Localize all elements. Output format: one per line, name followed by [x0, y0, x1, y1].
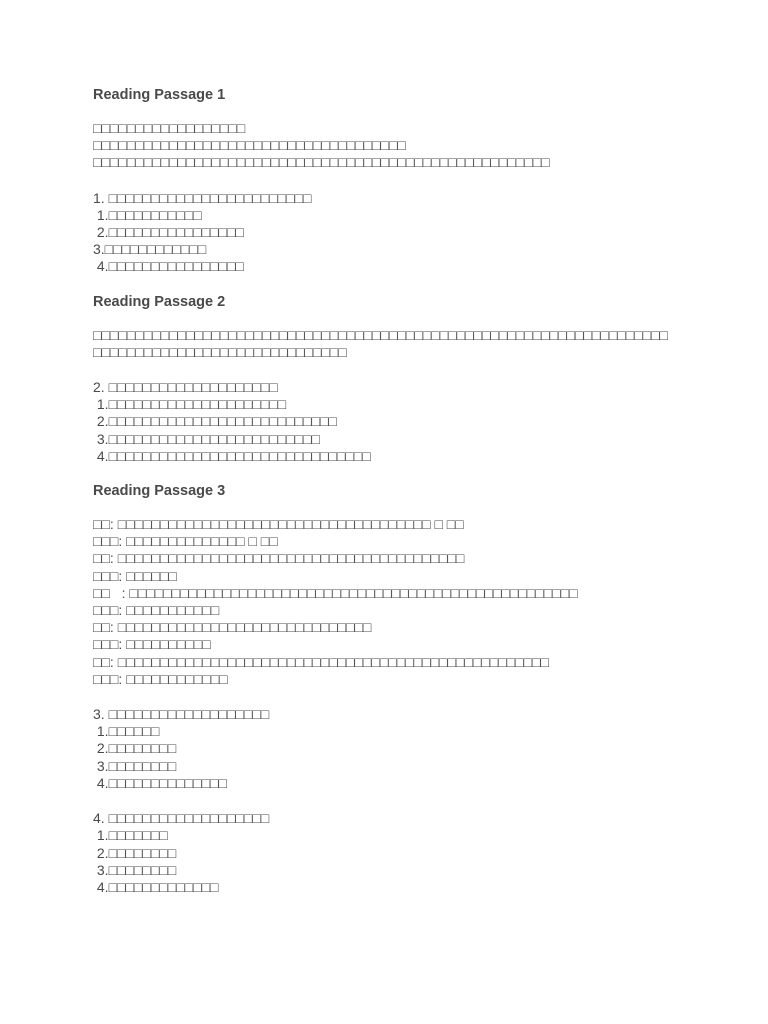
question-3-stem: 3. □□□□□□□□□□□□□□□□□□□	[93, 706, 270, 723]
question-3-option: 1.□□□□□□	[93, 723, 160, 740]
passage-1-line: □□□□□□□□□□□□□□□□□□□□□□□□□□□□□□□□□□□□□	[93, 137, 406, 154]
dialogue-line: □□□: □□□□□□□□□□□□	[93, 670, 228, 687]
passage-1-heading: Reading Passage 1	[93, 87, 226, 103]
dialogue-line: □□□: □□□□□□□□□□	[93, 636, 211, 653]
question-2-option: 3.□□□□□□□□□□□□□□□□□□□□□□□□□	[93, 430, 320, 447]
question-2-stem: 2. □□□□□□□□□□□□□□□□□□□□	[93, 379, 278, 396]
passage-1-line: □□□□□□□□□□□□□□□□□□	[93, 120, 246, 136]
question-4-option: 2.□□□□□□□□	[93, 844, 177, 861]
question-3-option: 2.□□□□□□□□	[93, 740, 177, 757]
dialogue-line: □□: □□□□□□□□□□□□□□□□□□□□□□□□□□□□□□□□□□□□□□□□□□□□□□□□□□□	[93, 653, 549, 670]
passage-2-heading: Reading Passage 2	[93, 293, 226, 310]
question-1-option: 1.□□□□□□□□□□□	[93, 206, 202, 223]
dialogue-line: □□□: □□□□□□□□□□□	[93, 602, 220, 619]
document-body	[93, 87, 693, 896]
question-2-option: 4.□□□□□□□□□□□□□□□□□□□□□□□□□□□□□□□	[93, 447, 371, 464]
question-1-option: 2.□□□□□□□□□□□□□□□□	[93, 224, 244, 241]
passage-2-paragraph: □□□□□□□□□□□□□□□□□□□□□□□□□□□□□□□□□□□□□□□□□□□□□□□□□□□□□□□□□□□□□□□□□□□□□□□□□□□□□□□□□□□□□□□□□□□□□□□□□□	[93, 326, 669, 360]
question-4-option: 1.□□□□□□□	[93, 827, 168, 844]
question-1-option: 4.□□□□□□□□□□□□□□□□	[93, 258, 244, 275]
dialogue-line: □□: □□□□□□□□□□□□□□□□□□□□□□□□□□□□□□	[93, 619, 372, 636]
passage-1-line: □□□□□□□□□□□□□□□□□□□□□□□□□□□□□□□□□□□□□□□□□□□□□□□□□□□□□□	[93, 154, 550, 171]
question-2-option: 1.□□□□□□□□□□□□□□□□□□□□□	[93, 396, 287, 413]
question-3-option: 4.□□□□□□□□□□□□□□	[93, 774, 227, 791]
dialogue-line: □□: □□□□□□□□□□□□□□□□□□□□□□□□□□□□□□□□□□□□□ □ □□	[93, 516, 464, 533]
dialogue-line: □□ : □□□□□□□□□□□□□□□□□□□□□□□□□□□□□□□□□□□□□□□□□□□□□□□□□□□□□	[93, 584, 578, 601]
question-1-option: 3.□□□□□□□□□□□□	[93, 241, 207, 258]
dialogue-line: □□□: □□□□□□	[93, 567, 177, 584]
question-4-option: 4.□□□□□□□□□□□□□	[93, 878, 219, 895]
passage-3-heading: Reading Passage 3	[93, 483, 226, 500]
question-4-stem: 4. □□□□□□□□□□□□□□□□□□□	[93, 810, 270, 827]
dialogue-line: □□□: □□□□□□□□□□□□□□ □ □□	[93, 533, 278, 550]
question-4-option: 3.□□□□□□□□	[93, 861, 177, 878]
question-3-option: 3.□□□□□□□□	[93, 757, 177, 774]
dialogue-line: □□: □□□□□□□□□□□□□□□□□□□□□□□□□□□□□□□□□□□□□□□□□	[93, 550, 465, 567]
question-1-stem: 1. □□□□□□□□□□□□□□□□□□□□□□□□	[93, 189, 312, 206]
question-2-option: 2.□□□□□□□□□□□□□□□□□□□□□□□□□□□	[93, 413, 337, 430]
